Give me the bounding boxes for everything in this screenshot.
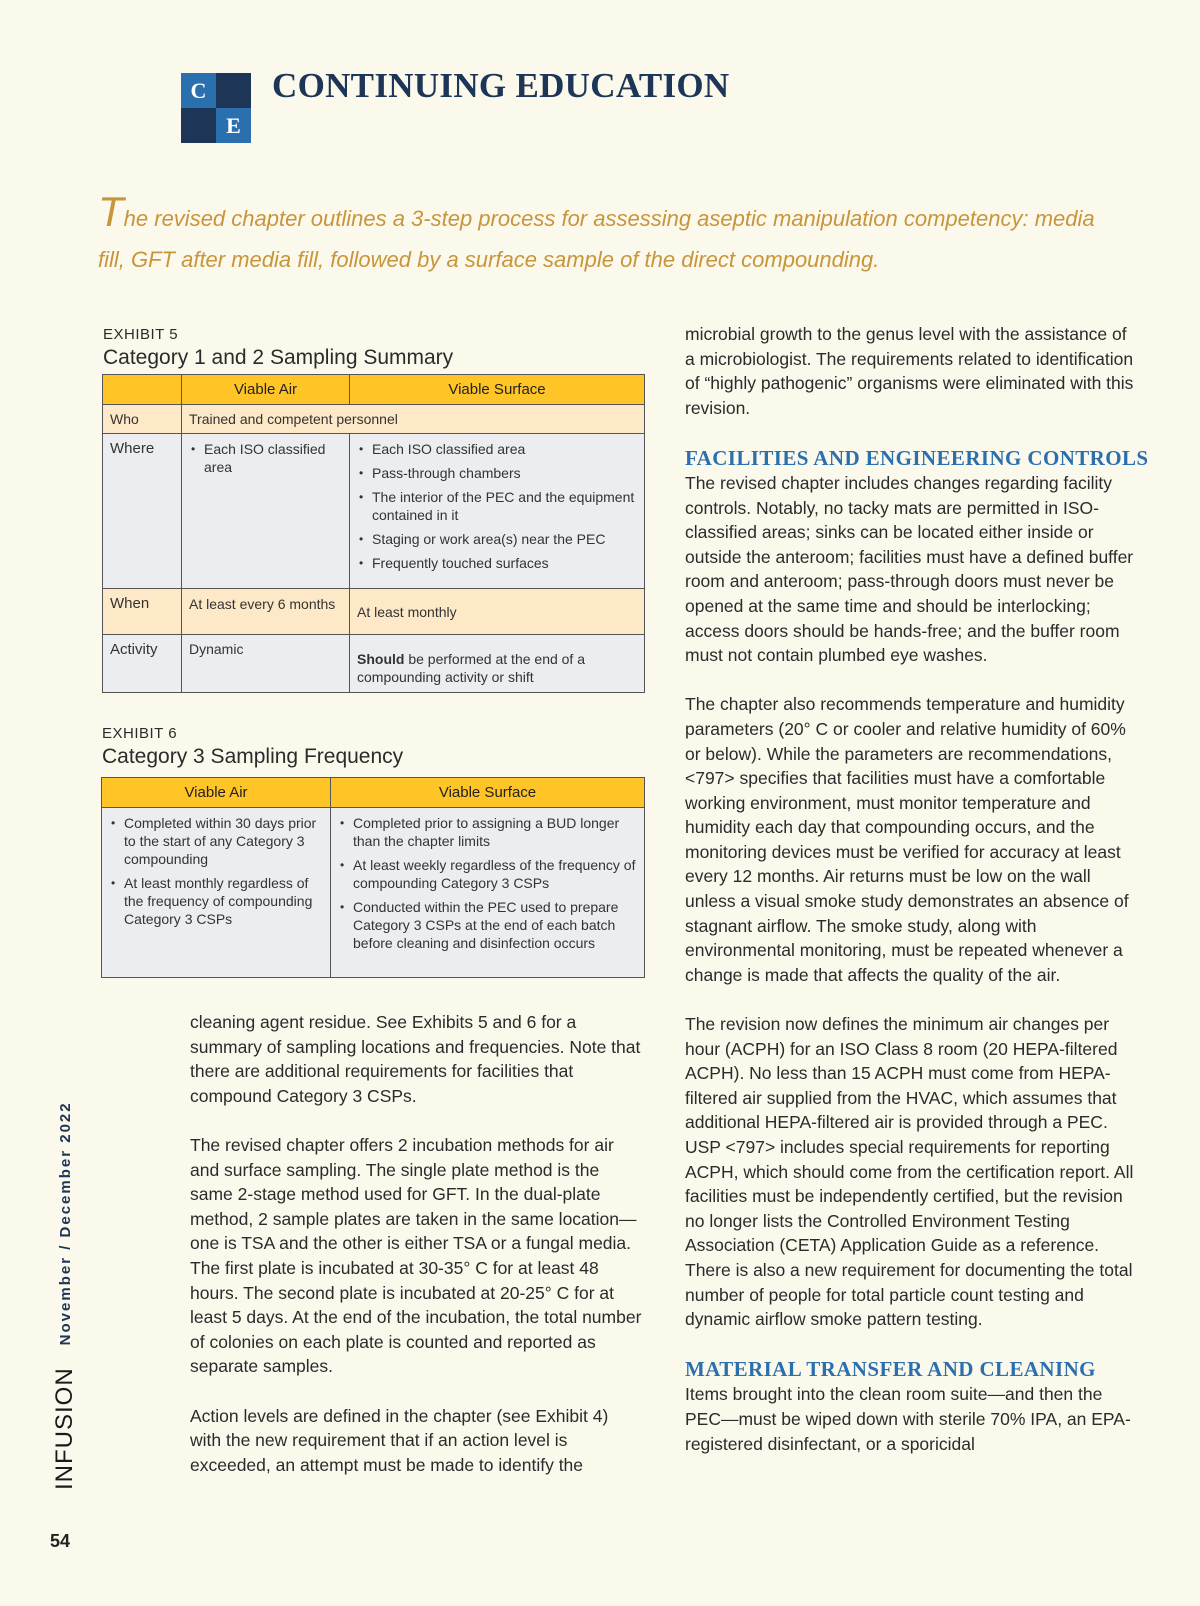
exhibit5-header-blank [103,375,182,405]
table-row [103,405,645,434]
logo-letter-c: C [181,73,216,108]
table-row [102,808,645,978]
exhibit5-table [102,374,645,693]
row-label: Who [103,405,182,434]
cell: At least monthly [350,589,645,635]
list-item: • Staging or work area(s) near the PEC [357,530,637,548]
exhibit6-table [101,777,645,978]
left-column [190,1010,642,1502]
pull-quote [98,188,1108,280]
cell-text: be performed at the end of a compounding activity or shift [357,651,586,685]
pull-quote-text: he revised chapter outlines a 3-step process for assessing aseptic manipulation competency: media fill, GFT after media fill, followed by a surface sample of the direct compounding. [98,206,1095,272]
exhibit5-header-air: Viable Air [182,375,350,405]
list-item: • Pass-through chambers [357,464,637,482]
issue-date: November / December 2022 [56,1101,74,1346]
cell: At least every 6 months [182,589,350,635]
list-item: • At least monthly regardless of the frequency of compounding Category 3 CSPs [109,874,323,928]
exhibit5-header-surface: Viable Surface [350,375,645,405]
paragraph: The revised chapter offers 2 incubation methods for air and surface sampling. The single plate method is the same 2-stage method used for GFT. In the dual-plate method, 2 sample plates are taken in the same location—one is TSA and the other is either TSA or a fungal media. The first plate is incubated at 30-35° C for at least 48 hours. The second plate is incubated at 20-25° C for at least 5 days. At the end of the incubation, the total number of colonies on each plate is counted and reported as separate samples. [190,1134,642,1377]
paragraph: The revised chapter includes changes regarding facility controls. Notably, no tacky mats are permitted in ISO-classified areas; sinks can be located either inside or outside the anteroom; facilities must have a defined buffer room and anteroom; pass-through doors must never be opened at the same time and should be interlocking; access doors should be hands-free; and the buffer room must not contain plumbed eye washes. [685,472,1134,666]
paragraph: microbial growth to the genus level with the assistance of a microbiologist. The requirements related to identification of “highly pathogenic” organisms were eliminated with this revision. [685,324,1134,418]
paragraph: Items brought into the clean room suite—and then the PEC—must be wiped down with sterile 70% IPA, an EPA-registered disinfectant, or a sporicidal [685,1384,1131,1454]
paragraph: cleaning agent residue. See Exhibits 5 and 6 for a summary of sampling locations and frequencies. Note that there are additional requirements for facilities that compound Category 3 CSPs. [190,1012,641,1106]
table-row [103,589,645,635]
page-number: 54 [50,1531,71,1551]
paragraph: The chapter also recommends temperature and humidity parameters (20° C or cooler and relative humidity of 60% or below). While the parameters are recommendations, <797> specifies that facilities must have a comfortable working environment, must monitor temperature and humidity each day that compounding occurs, and the monitoring devices must be verified for accuracy at least every 12 months. Air returns must be low on the wall unless a visual smoke study demonstrates an absence of stagnant airflow. The smoke study, along with environmental monitoring, must be repeated whenever a change is made that affects the quality of the air. [685,694,1129,985]
list-item: • Frequently touched surfaces [357,554,637,572]
logo-block [181,108,216,143]
exhibit6-label: EXHIBIT 6 [102,725,178,742]
sidebar-masthead [51,1101,79,1490]
table-row [103,635,645,693]
cell [350,434,645,589]
row-label: Where [103,434,182,589]
logo-block [216,73,251,108]
list-item: • The interior of the PEC and the equipment contained in it [357,488,637,524]
cell [350,635,645,693]
section-heading: FACILITIES AND ENGINEERING CONTROLS [685,445,1149,470]
cell [102,808,331,978]
list-item: • Conducted within the PEC used to prepare Category 3 CSPs at the end of each batch before cleaning and disinfection occurs [338,898,637,952]
cell: Trained and competent personnel [182,405,645,434]
cell [331,808,645,978]
exhibit5-label: EXHIBIT 5 [103,326,179,343]
cell [182,434,350,589]
row-label: Activity [103,635,182,693]
exhibit6-header-surface: Viable Surface [331,778,645,808]
page-title: CONTINUING EDUCATION [272,66,730,105]
exhibit6-header-air: Viable Air [102,778,331,808]
section-heading: MATERIAL TRANSFER AND CLEANING [685,1357,1096,1382]
list-item: • At least weekly regardless of the frequency of compounding Category 3 CSPs [338,856,637,892]
list-item: • Each ISO classified area [357,440,637,458]
table-row [103,434,645,589]
ce-logo [181,73,251,143]
exhibit6-title: Category 3 Sampling Frequency [102,745,404,768]
cell-bold: Should [357,651,405,667]
magazine-logo: INFUSION [51,1367,78,1490]
cell: Dynamic [182,635,350,693]
paragraph: The revision now defines the minimum air changes per hour (ACPH) for an ISO Class 8 room (20 HEPA-filtered ACPH). No less than 15 ACPH must come from HEPA-filtered air supplied from the HVAC, which assumes that additional HEPA-filtered air is provided through a PEC. USP <797> includes special requirements for reporting ACPH, which should come from the certification report. All facilities must be independently certified, but the revision no longer lists the Controlled Environment Testing Association (CETA) Application Guide as a reference. There is also a new requirement for documenting the total number of people for total particle count testing and dynamic airflow smoke pattern testing. [685,1014,1134,1330]
list-item: • Each ISO classified area [189,440,342,476]
list-item: • Completed prior to assigning a BUD longer than the chapter limits [338,814,637,850]
pull-quote-dropcap: T [98,188,124,235]
row-label: When [103,589,182,635]
logo-letter-e: E [216,108,251,143]
right-column [685,322,1149,1481]
list-item: • Completed within 30 days prior to the start of any Category 3 compounding [109,814,323,868]
exhibit5-title: Category 1 and 2 Sampling Summary [103,346,454,369]
paragraph: Action levels are defined in the chapter (see Exhibit 4) with the new requirement that if an action level is exceeded, an attempt must be made to identify the [190,1405,609,1475]
